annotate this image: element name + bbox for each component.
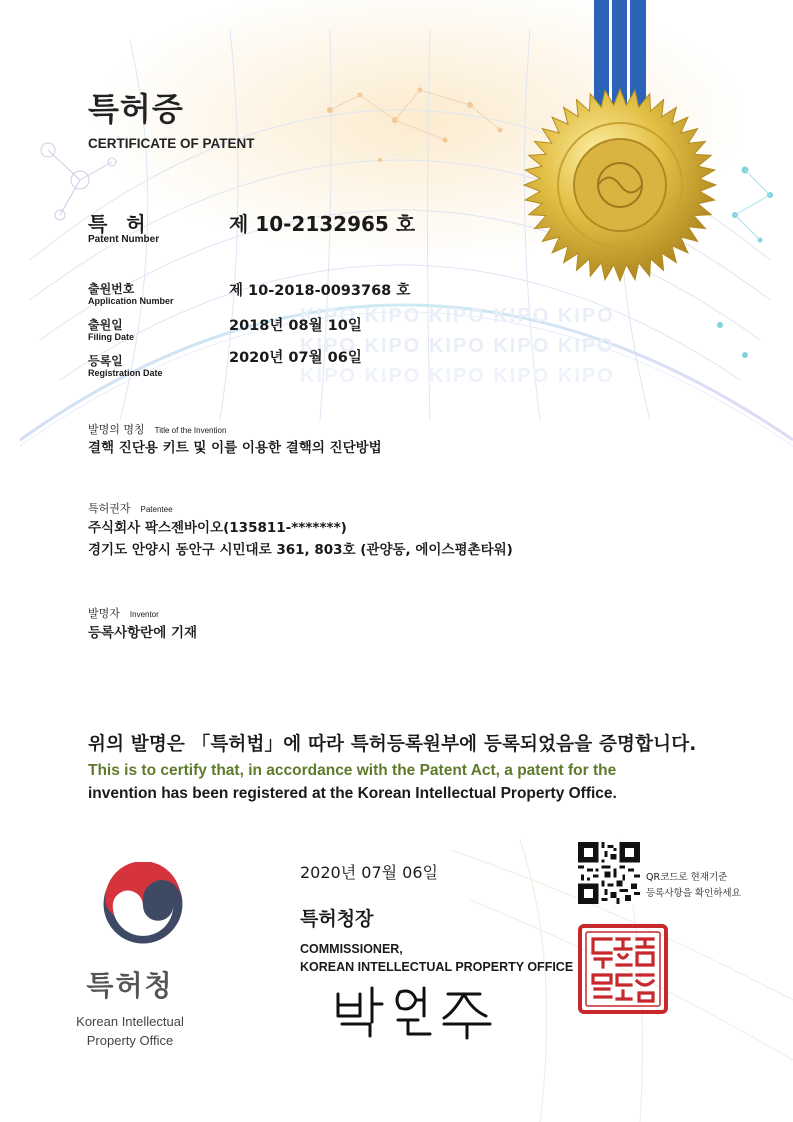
office-name-ko: 특허청 xyxy=(86,969,174,1002)
invention-title: 결핵 진단용 키트 및 이를 이용한 결핵의 진단방법 xyxy=(88,440,382,456)
registration-date-label-en: Registration Date xyxy=(88,368,163,378)
issue-date: 2020년 07월 06일 xyxy=(300,863,438,882)
patentee-label-ko: 특허권자 xyxy=(88,502,131,515)
certification-statement-en-2: invention has been registered at the Korean Intellectual Property Office. xyxy=(88,785,617,802)
watermark-line-1: KIPO KIPO KIPO KIPO KIPO xyxy=(300,305,615,327)
office-name-en xyxy=(0,1012,260,1050)
filing-date-value: 2018년 08월 10일 xyxy=(229,318,362,334)
qr-note-line-1: QR코드로 현재기준 xyxy=(646,872,728,883)
patentee-name: 주식회사 팍스젠바이오(135811-*******) xyxy=(88,520,347,536)
registration-date-label-ko: 등록일 xyxy=(88,354,123,368)
qr-code-icon[interactable] xyxy=(578,842,640,904)
inventor-label-en: Inventor xyxy=(129,610,159,619)
commissioner-title-ko: 특허청장 xyxy=(300,908,374,930)
invention-label-en: Title of the Invention xyxy=(154,426,227,435)
registration-date-value: 2020년 07월 06일 xyxy=(229,350,362,366)
patent-number-value: 제 10-2132965 호 xyxy=(229,212,416,236)
office-name-en-1: Korean Intellectual xyxy=(76,1014,184,1029)
patent-number-label-en: Patent Number xyxy=(88,234,160,245)
kipo-logo-icon xyxy=(101,862,185,946)
watermark-line-3: KIPO KIPO KIPO KIPO KIPO xyxy=(300,365,615,387)
watermark-line-2: KIPO KIPO KIPO KIPO KIPO xyxy=(300,335,615,357)
official-seal-stamp xyxy=(577,923,669,1015)
commissioner-title-en-2: KOREAN INTELLECTUAL PROPERTY OFFICE xyxy=(300,960,574,974)
application-number-value: 제 10-2018-0093768 호 xyxy=(229,283,411,299)
commissioner-title-en-1: COMMISSIONER, xyxy=(300,942,403,956)
application-number-label-ko: 출원번호 xyxy=(88,282,135,296)
patent-number-label-ko: 특 허 xyxy=(88,212,152,236)
invention-label xyxy=(88,418,226,437)
qr-note xyxy=(646,870,741,902)
inventor-value: 등록사항란에 기재 xyxy=(88,625,198,641)
qr-note-line-2: 등록사항을 확인하세요 xyxy=(646,888,741,899)
inventor-label xyxy=(88,602,159,621)
patentee-address: 경기도 안양시 동안구 시민대로 361, 803호 (관양동, 에이스평촌타워) xyxy=(88,542,513,558)
office-name-en-2: Property Office xyxy=(86,1033,174,1048)
certificate-title-en: CERTIFICATE OF PATENT xyxy=(88,136,255,151)
filing-date-label-ko: 출원일 xyxy=(88,318,123,332)
invention-label-ko: 발명의 명칭 xyxy=(88,423,145,436)
patentee-label-en: Patentee xyxy=(140,505,173,514)
application-number-label-en: Application Number xyxy=(88,296,174,306)
certificate-title-ko: 특허증 xyxy=(88,90,184,128)
patentee-label xyxy=(88,497,173,516)
certification-statement-ko: 위의 발명은 「특허법」에 따라 특허등록원부에 등록되었음을 증명합니다. xyxy=(88,734,697,755)
certification-statement-en-1: This is to certify that, in accordance with the Patent Act, a patent for the xyxy=(88,762,617,779)
filing-date-label-en: Filing Date xyxy=(88,332,135,342)
commissioner-signature xyxy=(320,980,510,1040)
gold-seal-icon xyxy=(520,0,730,290)
inventor-label-ko: 발명자 xyxy=(88,607,120,620)
